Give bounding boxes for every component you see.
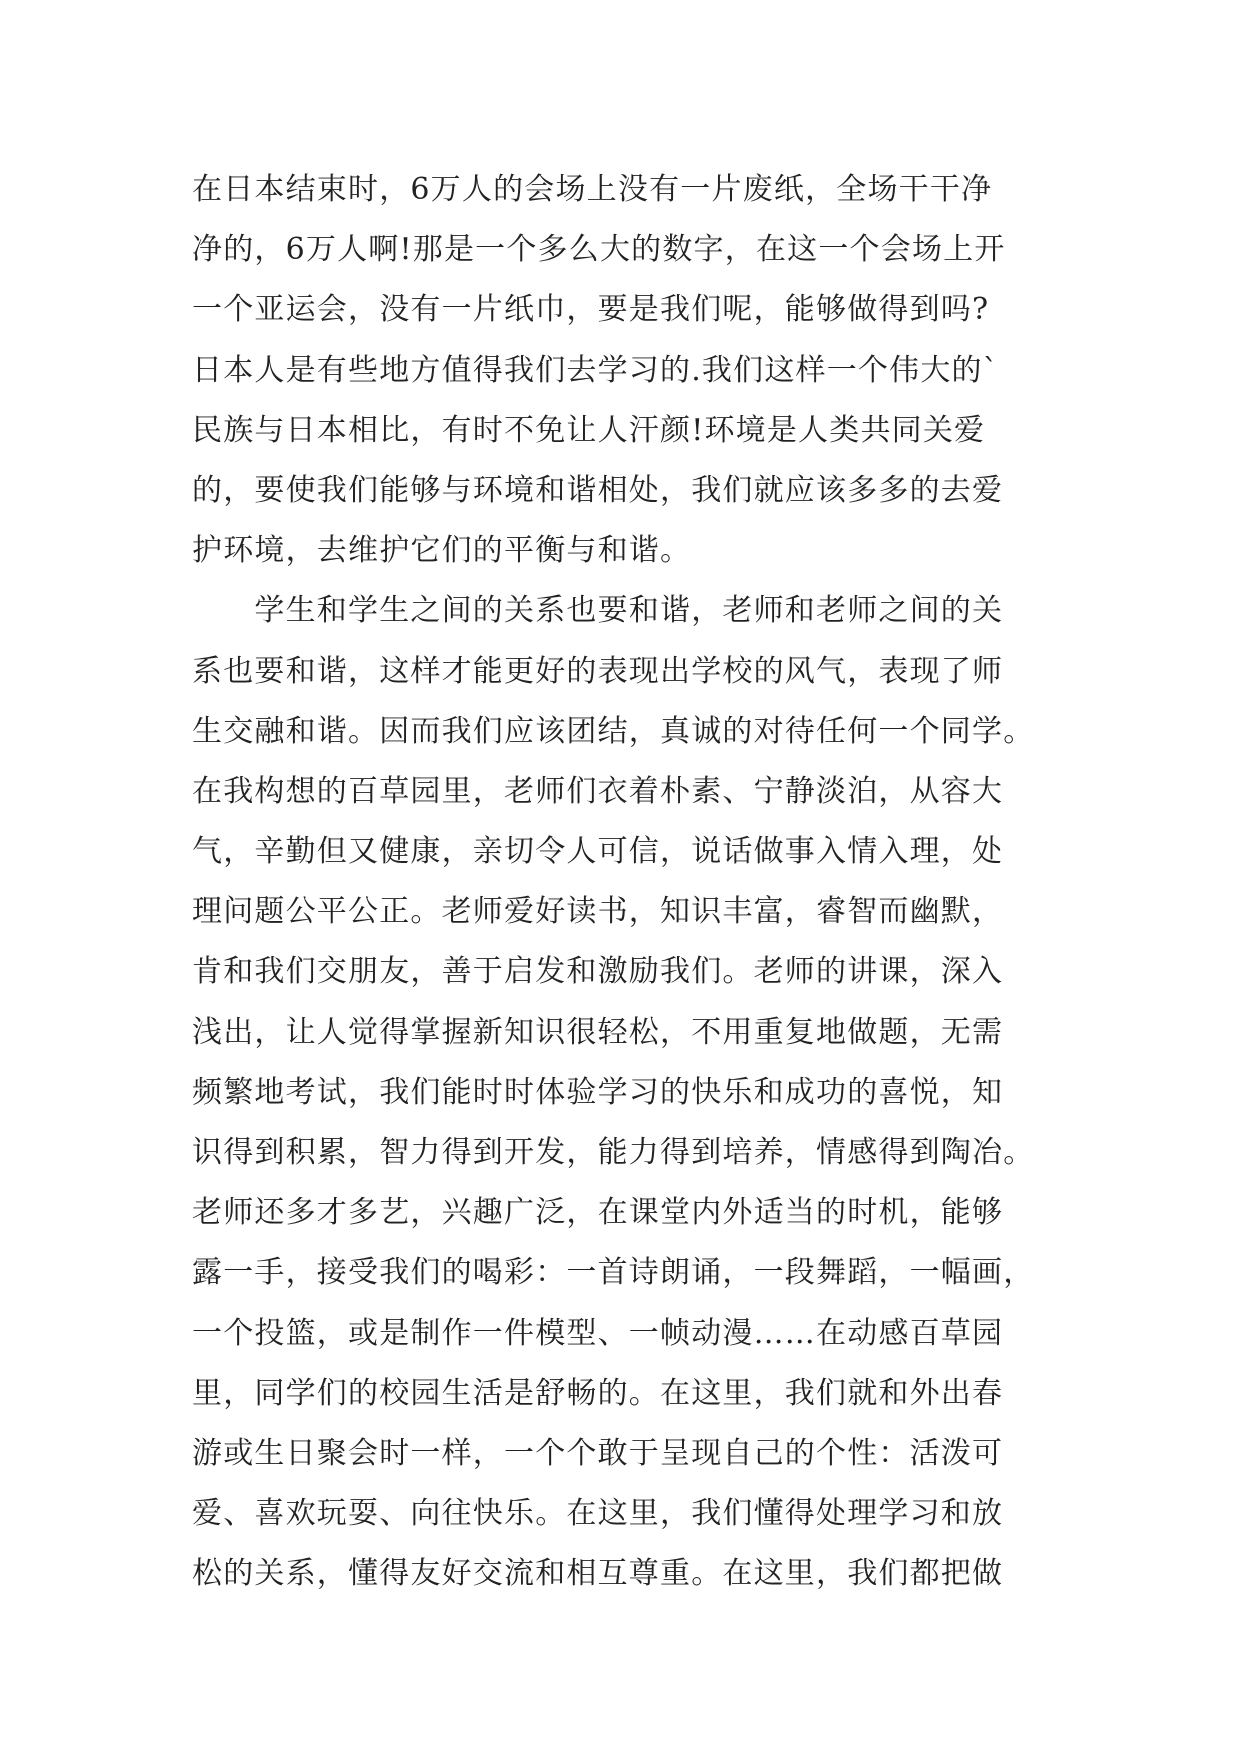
text-line: 理问题公平公正。老师爱好读书，知识丰富，睿智而幽默， — [192, 894, 1004, 930]
text-line: 松的关系，懂得友好交流和相互尊重。在这里，我们都把做 — [192, 1556, 1004, 1592]
text-line: 一个投篮，或是制作一件模型、一帧动漫……在动感百草园 — [192, 1315, 1004, 1351]
text-line: 里，同学们的校园生活是舒畅的。在这里，我们就和外出春 — [192, 1375, 1004, 1411]
text-line: 在日本结束时，6万人的会场上没有一片废纸，全场干干净 — [192, 172, 993, 207]
text-line: 肯和我们交朋友，善于启发和激励我们。老师的讲课，深入 — [192, 954, 1004, 990]
text-line: 净的，6万人啊!那是一个多么大的数字，在这一个会场上开 — [192, 232, 1006, 268]
text-line: 浅出，让人觉得掌握新知识很轻松，不用重复地做题，无需 — [192, 1014, 1004, 1050]
text-line: 爱、喜欢玩耍、向往快乐。在这里，我们懂得处理学习和放 — [192, 1496, 1004, 1532]
text-line: 系也要和谐，这样才能更好的表现出学校的风气，表现了师 — [192, 653, 1004, 689]
text-line: 护环境，去维护它们的平衡与和谐。 — [192, 533, 692, 569]
text-line: 的，要使我们能够与环境和谐相处，我们就应该多多的去爱 — [192, 472, 1004, 508]
text-line: 游或生日聚会时一样，一个个敢于呈现自己的个性：活泼可 — [192, 1435, 1004, 1471]
body-text — [192, 160, 1072, 1605]
text-line: 一个亚运会，没有一片纸巾，要是我们呢，能够做得到吗? — [192, 292, 990, 328]
text-line: 生交融和谐。因而我们应该团结，真诚的对待任何一个同学。 — [192, 713, 1035, 749]
text-line: 学生和学生之间的关系也要和谐，老师和老师之间的关 — [192, 593, 1004, 629]
text-line: 露一手，接受我们的喝彩：一首诗朗诵，一段舞蹈，一幅画， — [192, 1255, 1035, 1291]
text-line: 识得到积累，智力得到开发，能力得到培养，情感得到陶冶。 — [192, 1135, 1035, 1170]
text-line: 频繁地考试，我们能时时体验学习的快乐和成功的喜悦，知 — [192, 1074, 1004, 1110]
text-line: 民族与日本相比，有时不免让人汗颜!环境是人类共同关爱 — [192, 412, 986, 448]
text-line: 在我构想的百草园里，老师们衣着朴素、宁静淡泊，从容大 — [192, 773, 1004, 809]
text-line: 老师还多才多艺，兴趣广泛，在课堂内外适当的时机，能够 — [192, 1195, 1004, 1231]
text-line: 气，辛勤但又健康，亲切令人可信，说话做事入情入理，处 — [192, 834, 1004, 870]
text-line: 日本人是有些地方值得我们去学习的.我们这样一个伟大的` — [192, 352, 999, 388]
